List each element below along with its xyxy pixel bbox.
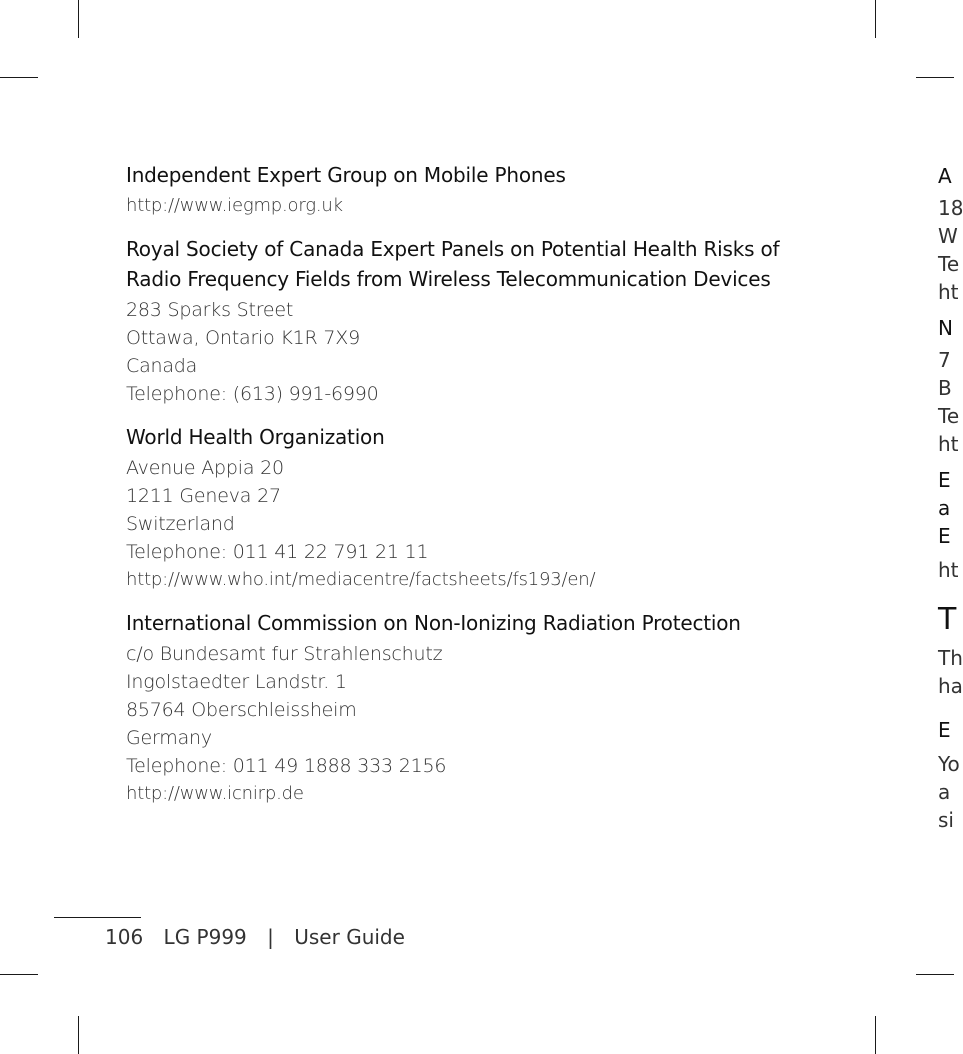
fragment-line: 7 <box>938 348 951 372</box>
entry-title: World Health Organization <box>126 425 385 449</box>
address-line: c/o Bundesamt fur Strahlenschutz <box>126 643 443 665</box>
fragment-section-title: T <box>938 602 957 637</box>
crop-mark <box>78 0 79 38</box>
contact-entry-who <box>126 422 826 594</box>
fragment-heading: E <box>938 718 951 742</box>
fragment-line: Te <box>938 404 960 428</box>
page-footer <box>105 925 405 949</box>
fragment-line: B <box>938 376 952 400</box>
crop-mark <box>916 974 954 975</box>
fragment-line: 18 <box>938 196 963 220</box>
crop-mark <box>875 0 876 38</box>
entry-url[interactable]: http://www.iegmp.org.uk <box>126 195 343 216</box>
address-line: Ingolstaedter Landstr. 1 <box>126 671 347 693</box>
fragment-heading: A <box>938 164 952 188</box>
fragment-line: a <box>938 780 951 804</box>
fragment-heading: E <box>938 468 951 492</box>
entry-title <box>126 234 826 294</box>
entry-title-line: Royal Society of Canada Expert Panels on Potential Health Risks of <box>126 237 780 261</box>
contact-entry-royal-society <box>126 234 826 408</box>
telephone-line: Telephone: (613) 991-6990 <box>126 383 379 405</box>
guide-title: User Guide <box>294 925 405 949</box>
entry-title-line: Radio Frequency Fields from Wireless Telecommunication Devices <box>126 267 771 291</box>
fragment-line: W <box>938 224 958 248</box>
fragment-line: ht <box>938 558 959 582</box>
entry-title: Independent Expert Group on Mobile Phones <box>126 163 566 187</box>
address-line: Canada <box>126 355 198 377</box>
contact-entry-icnirp <box>126 608 826 808</box>
fragment-line: ht <box>938 280 959 304</box>
crop-mark <box>875 1016 876 1054</box>
product-name: LG P999 <box>163 925 247 949</box>
address-line: Avenue Appia 20 <box>126 457 284 479</box>
address-line: 85764 Oberschleissheim <box>126 699 357 721</box>
crop-mark <box>0 974 38 975</box>
footer-rule <box>54 917 141 918</box>
fragment-line: Yo <box>938 752 960 776</box>
telephone-line: Telephone: 011 41 22 791 21 11 <box>126 541 429 563</box>
fragment-heading: N <box>938 316 953 340</box>
contact-entry-iegmp <box>126 160 826 220</box>
address-line: 1211 Geneva 27 <box>126 485 281 507</box>
fragment-heading: E <box>938 524 951 548</box>
fragment-line: si <box>938 808 954 832</box>
fragment-line: ht <box>938 432 959 456</box>
next-page-fragment <box>938 160 963 834</box>
entry-title: International Commission on Non-Ionizing Radiation Protection <box>126 611 741 635</box>
address-line: Ottawa, Ontario K1R 7X9 <box>126 327 360 349</box>
contact-list <box>126 160 826 822</box>
address-line: Germany <box>126 727 212 749</box>
fragment-line: Te <box>938 252 960 276</box>
crop-mark <box>78 1016 79 1054</box>
footer-separator: | <box>267 925 274 949</box>
telephone-line: Telephone: 011 49 1888 333 2156 <box>126 755 447 777</box>
fragment-line: Th <box>938 646 963 670</box>
crop-mark <box>916 77 954 78</box>
fragment-line: ha <box>938 674 963 698</box>
entry-url[interactable]: http://www.who.int/mediacentre/factsheets/fs193/en/ <box>126 569 596 590</box>
address-line: Switzerland <box>126 513 235 535</box>
address-line: 283 Sparks Street <box>126 299 294 321</box>
page-number: 106 <box>105 925 144 949</box>
fragment-heading: a <box>938 496 951 520</box>
crop-mark <box>0 77 38 78</box>
entry-url[interactable]: http://www.icnirp.de <box>126 783 304 804</box>
